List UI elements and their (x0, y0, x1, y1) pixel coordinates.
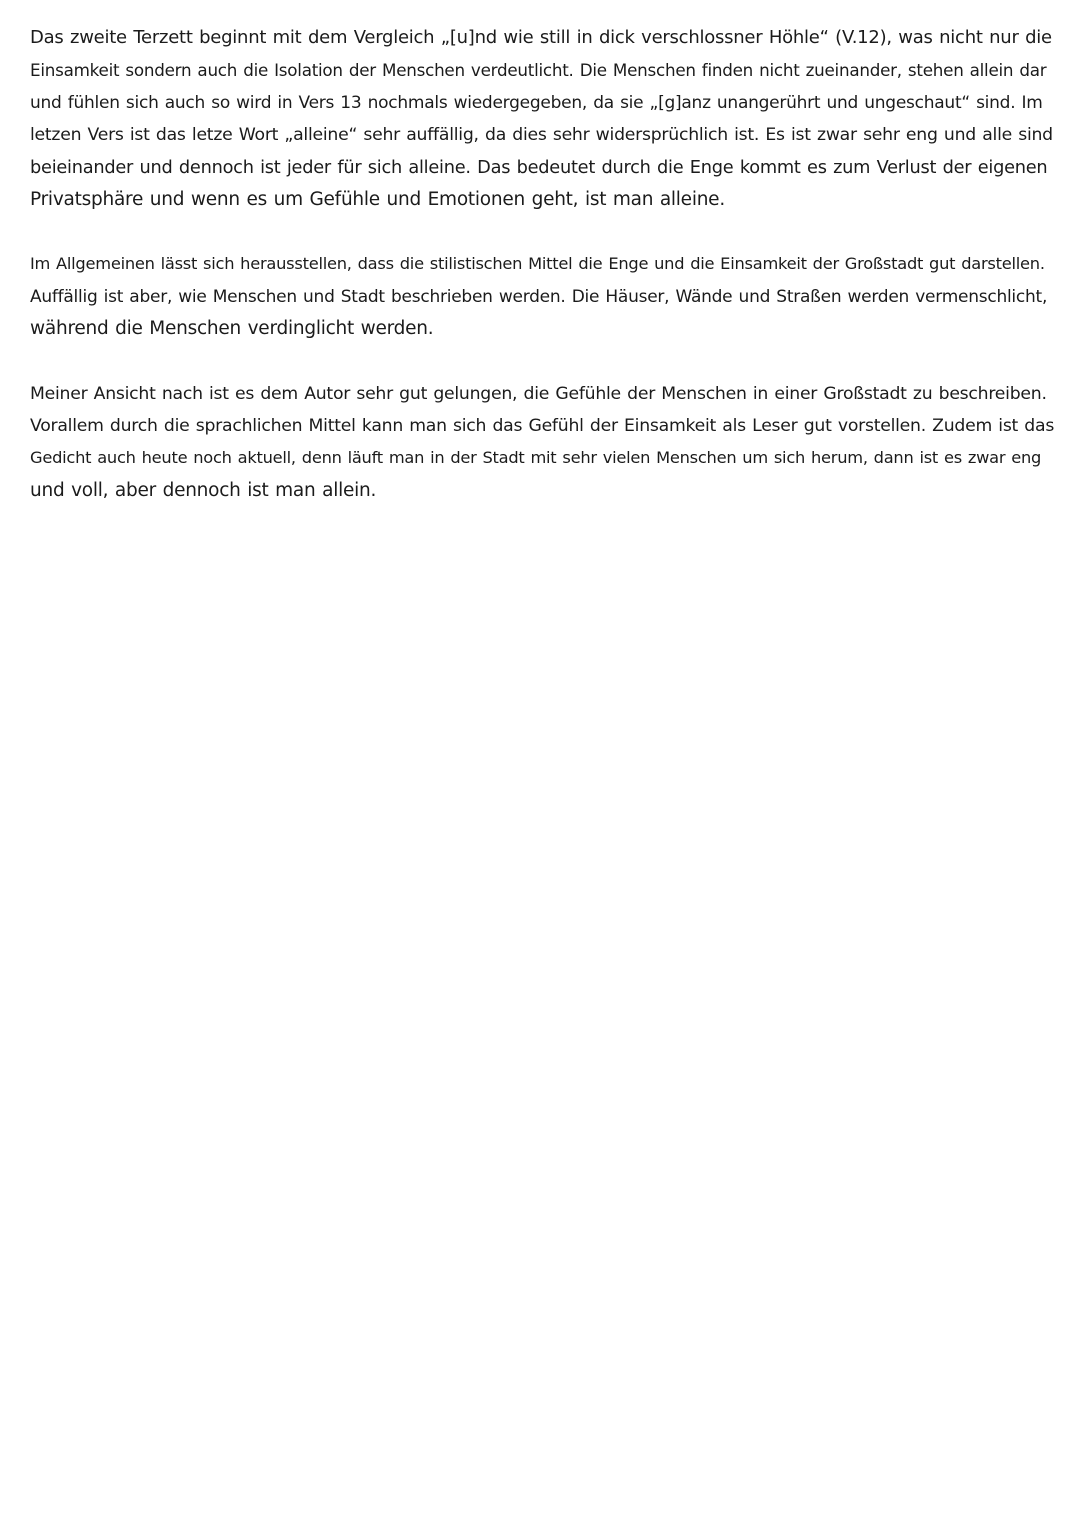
text-line: und fühlen sich auch so wird in Vers 13 nochmals wiedergegeben, da sie „[g]anz unangerührt und ungeschaut“ sind. Im (30, 92, 1043, 113)
paragraph-general-summary (30, 248, 1055, 345)
text-line: Vorallem durch die sprachlichen Mittel kann man sich das Gefühl der Einsamkeit als Leser gut vorstellen. Zudem ist das (30, 415, 1055, 436)
text-line: Gedicht auch heute noch aktuell, denn läuft man in der Stadt mit sehr vielen Menschen um sich herum, dann ist es zwar eng (30, 448, 1042, 468)
document-page (30, 22, 1055, 507)
text-line: Das zweite Terzett beginnt mit dem Vergleich „[u]nd wie still in dick verschlossner Höhle“ (V.12), was nicht nur die (30, 27, 1052, 48)
text-line: während die Menschen verdinglicht werden. (30, 318, 434, 340)
paragraph-personal-opinion (30, 378, 1055, 508)
text-line: Auffällig ist aber, wie Menschen und Stadt beschrieben werden. Die Häuser, Wände und Straßen werden vermenschlicht, (30, 286, 1048, 307)
paragraph-second-tercet (30, 22, 1055, 216)
text-line: Privatsphäre und wenn es um Gefühle und Emotionen geht, ist man alleine. (30, 188, 725, 210)
text-line: und voll, aber dennoch ist man allein. (30, 479, 377, 501)
text-line: Meiner Ansicht nach ist es dem Autor sehr gut gelungen, die Gefühle der Menschen in einer Großstadt zu beschreiben. (30, 383, 1047, 404)
text-line: Im Allgemeinen lässt sich herausstellen, dass die stilistischen Mittel die Enge und die Einsamkeit der Großstadt gut darstellen. (30, 254, 1045, 274)
text-line: beieinander und dennoch ist jeder für sich alleine. Das bedeutet durch die Enge kommt es zum Verlust der eigenen (30, 157, 1048, 178)
paragraph-gap (30, 346, 1055, 378)
text-line: Einsamkeit sondern auch die Isolation der Menschen verdeutlicht. Die Menschen finden nicht zueinander, stehen allein dar (30, 60, 1047, 81)
paragraph-gap (30, 216, 1055, 248)
text-line: letzen Vers ist das letze Wort „alleine“ sehr auffällig, da dies sehr widersprüchlich ist. Es ist zwar sehr eng und alle sind (30, 125, 1053, 146)
